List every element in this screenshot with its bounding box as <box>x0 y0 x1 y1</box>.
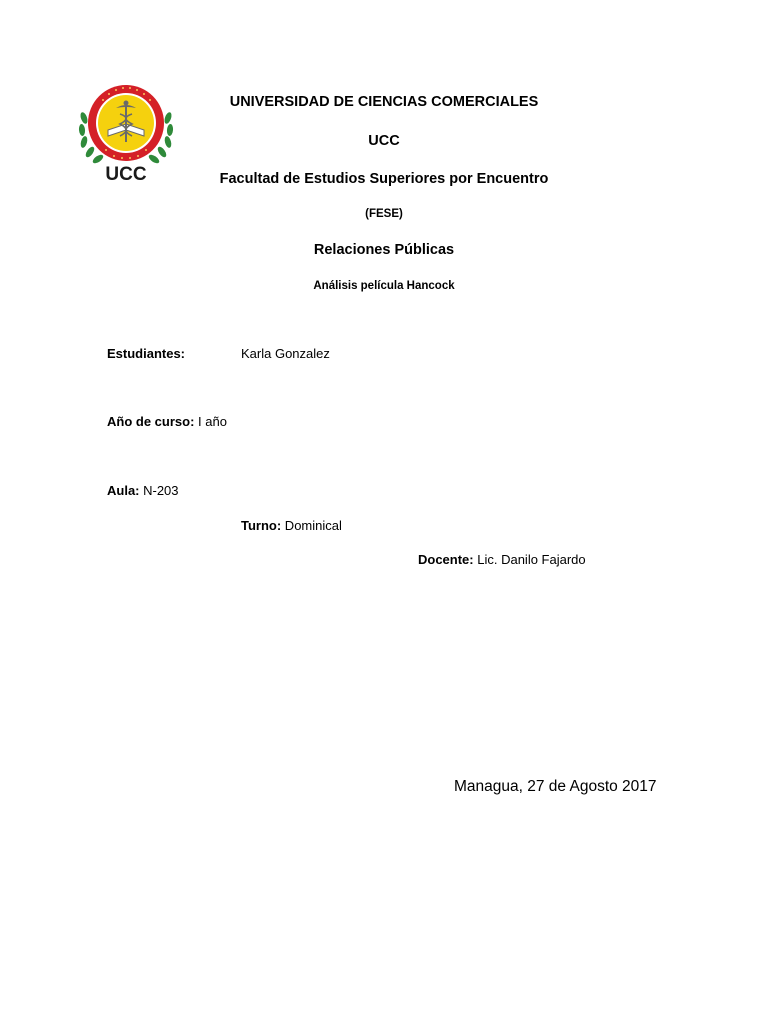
room-label: Aula: <box>107 483 140 498</box>
place-date: Managua, 27 de Agosto 2017 <box>454 778 657 795</box>
shift-value: Dominical <box>281 518 342 533</box>
shift-field <box>241 518 342 533</box>
subject-title: Análisis película Hancock <box>313 280 455 292</box>
year-field <box>107 414 227 429</box>
students-label: Estudiantes: <box>107 346 186 361</box>
year-label: Año de curso: <box>107 414 195 429</box>
shift-label: Turno: <box>241 518 282 533</box>
teacher-field <box>418 552 586 567</box>
room-value: N-203 <box>139 483 179 498</box>
teacher-value: Lic. Danilo Fajardo <box>473 552 586 567</box>
logo-label: UCC <box>105 164 147 185</box>
university-name: UNIVERSIDAD DE CIENCIAS COMERCIALES <box>229 94 539 110</box>
university-acronym: UCC <box>368 133 400 149</box>
year-value: I año <box>194 414 227 429</box>
course-name: Relaciones Públicas <box>313 242 455 258</box>
faculty-acronym: (FESE) <box>365 208 403 220</box>
teacher-label: Docente: <box>418 552 474 567</box>
room-field <box>107 483 179 498</box>
faculty-name: Facultad de Estudios Superiores por Encuentro <box>219 171 549 187</box>
students-value: Karla Gonzalez <box>241 346 330 361</box>
